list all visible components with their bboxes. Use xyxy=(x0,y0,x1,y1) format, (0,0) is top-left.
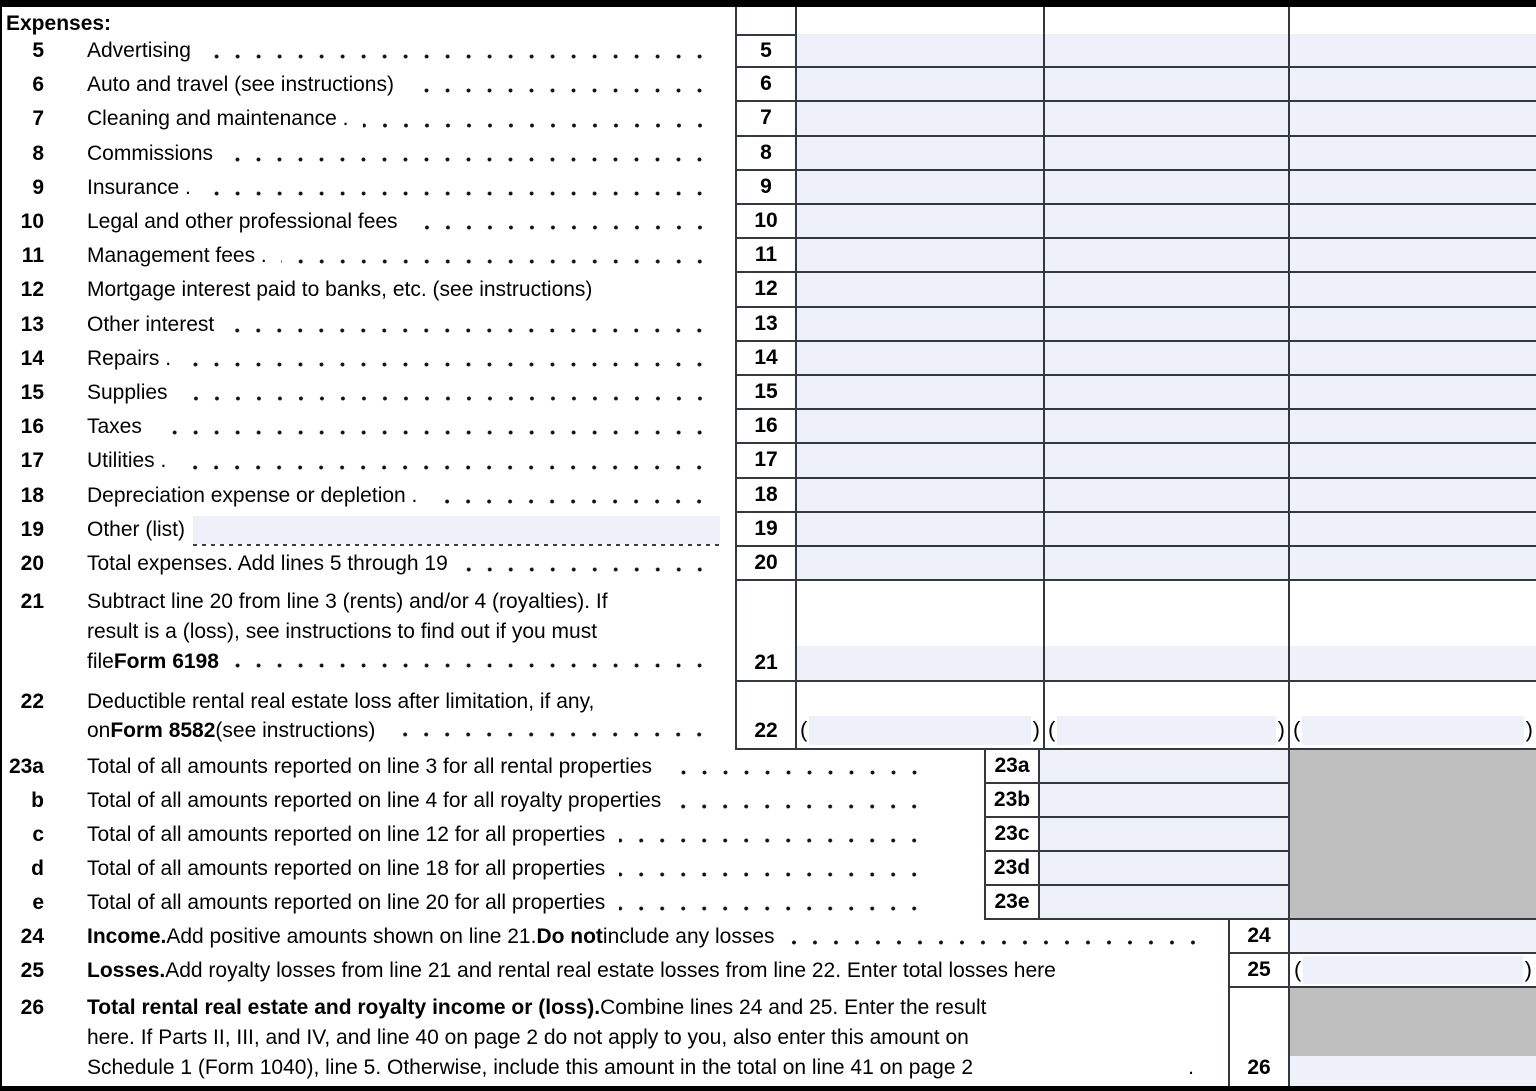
line12-property-b-input[interactable] xyxy=(1043,273,1288,307)
line-number: 19 xyxy=(20,517,44,541)
line-number: 15 xyxy=(20,381,44,405)
line-23a-row xyxy=(0,750,1536,784)
blocked-area xyxy=(1290,988,1536,1056)
form-6198-reference: Form 6198 xyxy=(113,650,219,673)
line23d-input[interactable] xyxy=(1040,852,1288,886)
row-label: Repairs . xyxy=(87,346,172,370)
dot-leader xyxy=(619,818,927,852)
expense-row-20 xyxy=(0,547,1536,581)
line23a-input[interactable] xyxy=(1040,750,1288,784)
line18-property-a-input[interactable] xyxy=(797,479,1043,513)
line26-total-input[interactable] xyxy=(1290,1056,1536,1086)
open-paren: ( xyxy=(1048,717,1056,742)
line19-other-list-input[interactable] xyxy=(193,516,720,544)
line11-property-b-input[interactable] xyxy=(1043,239,1288,273)
blocked-area xyxy=(1288,886,1536,920)
section-title: Expenses: xyxy=(6,12,112,35)
line-number-cell: 8 xyxy=(735,137,797,171)
line17-property-c-input[interactable] xyxy=(1288,444,1536,478)
line-number: 18 xyxy=(20,483,44,507)
dot-leader xyxy=(666,750,927,784)
line22-property-b-input[interactable] xyxy=(1057,716,1275,745)
line-number: 9 xyxy=(32,175,44,199)
line21-property-b-cell xyxy=(1043,581,1288,682)
dot-leader xyxy=(156,410,712,444)
line-number: 6 xyxy=(32,73,44,97)
line-number-cell: 19 xyxy=(735,513,797,547)
dot-leader xyxy=(281,239,712,273)
line-number: 21 xyxy=(20,590,44,613)
row-label: Taxes xyxy=(87,415,142,439)
dot-leader xyxy=(619,852,927,886)
dot-leader xyxy=(180,444,712,478)
line-number: e xyxy=(32,891,44,914)
line11-property-a-input[interactable] xyxy=(797,239,1043,273)
line-number: d xyxy=(31,857,44,880)
line-number-cell: 23c xyxy=(984,818,1040,852)
line17-property-b-input[interactable] xyxy=(1043,444,1288,478)
line9-property-c-input[interactable] xyxy=(1288,171,1536,205)
close-paren: ) xyxy=(1524,957,1532,982)
line-number: c xyxy=(32,823,44,846)
line14-property-b-input[interactable] xyxy=(1043,342,1288,376)
line-number-cell: 23e xyxy=(984,886,1040,920)
expense-row-12 xyxy=(0,273,1536,307)
expense-row-5 xyxy=(0,34,1536,68)
line18-property-b-input[interactable] xyxy=(1043,479,1288,513)
line22-property-a-input[interactable] xyxy=(809,716,1030,745)
line15-property-a-input[interactable] xyxy=(797,376,1043,410)
dot-leader xyxy=(431,479,712,513)
line-number-cell: 26 xyxy=(1228,988,1290,1086)
line8-property-c-input[interactable] xyxy=(1288,137,1536,171)
line-number-cell: 21 xyxy=(735,581,797,682)
line-number-cell: 6 xyxy=(735,68,797,102)
line-number-cell: 9 xyxy=(735,171,797,205)
line9-property-b-input[interactable] xyxy=(1043,171,1288,205)
blocked-area xyxy=(1288,818,1536,852)
line15-property-b-input[interactable] xyxy=(1043,376,1288,410)
line-number-cell: 13 xyxy=(735,308,797,342)
row-label: Total of all amounts reported on line 4 for all royalty properties xyxy=(87,789,662,812)
expense-row-8 xyxy=(0,137,1536,171)
line6-property-a-input[interactable] xyxy=(797,68,1043,102)
line22-property-c-cell xyxy=(1288,682,1536,750)
expense-row-11 xyxy=(0,239,1536,273)
close-paren: ) xyxy=(1277,717,1285,742)
dot-leader xyxy=(408,68,712,102)
line-24-row: 24 Income. Add positive amounts shown on line 21. Do not include any losses 24 xyxy=(0,920,1536,954)
line21-property-c-cell xyxy=(1288,581,1536,682)
row-label: Commissions xyxy=(87,141,214,165)
header-line-number-cell xyxy=(735,7,797,34)
line-number: 23a xyxy=(8,755,44,778)
expense-row-14 xyxy=(0,342,1536,376)
line-number-cell: 25 xyxy=(1228,954,1290,988)
row-label: Total of all amounts reported on line 3 for all rental properties xyxy=(87,755,652,778)
expense-row-7 xyxy=(0,102,1536,136)
line22-property-a-cell xyxy=(797,682,1043,750)
line15-property-c-input[interactable] xyxy=(1288,376,1536,410)
row-label: Management fees . xyxy=(87,244,267,268)
line-23c-row xyxy=(0,818,1536,852)
open-paren: ( xyxy=(1293,717,1301,742)
line8-property-b-input[interactable] xyxy=(1043,137,1288,171)
line-number: 17 xyxy=(20,449,44,473)
expense-row-17 xyxy=(0,444,1536,478)
row-label: Total of all amounts reported on line 18 for all properties xyxy=(87,857,606,880)
line10-property-c-input[interactable] xyxy=(1288,205,1536,239)
line-number: 7 xyxy=(32,107,44,131)
line5-property-a-input[interactable] xyxy=(797,34,1043,68)
line9-property-a-input[interactable] xyxy=(797,171,1043,205)
blocked-area xyxy=(1288,784,1536,818)
line14-property-c-input[interactable] xyxy=(1288,342,1536,376)
line11-property-c-input[interactable] xyxy=(1288,239,1536,273)
dot-leader xyxy=(233,647,712,677)
row-label: Other (list) xyxy=(87,517,186,541)
line-number: 22 xyxy=(20,690,44,713)
line13-property-a-input[interactable] xyxy=(797,308,1043,342)
line-23b-row xyxy=(0,784,1536,818)
line-number-cell: 14 xyxy=(735,342,797,376)
trailing-dot: . xyxy=(1188,1056,1194,1079)
line-number: 14 xyxy=(20,346,44,370)
line-number-cell: 7 xyxy=(735,102,797,136)
row-label: Cleaning and maintenance . xyxy=(87,107,349,131)
row-label: Depreciation expense or depletion . xyxy=(87,483,418,507)
dot-leader xyxy=(789,920,1205,954)
expense-row-16 xyxy=(0,410,1536,444)
dot-leader xyxy=(205,171,712,205)
line-number: 26 xyxy=(20,996,44,1019)
line-23d-row xyxy=(0,852,1536,886)
line12-property-c-input[interactable] xyxy=(1288,273,1536,307)
line-number-cell: 23d xyxy=(984,852,1040,886)
line-number: 20 xyxy=(20,552,44,576)
line21-property-b-input[interactable] xyxy=(1045,646,1288,680)
dot-leader xyxy=(462,547,712,581)
line20-property-b-input[interactable] xyxy=(1043,547,1288,581)
line18-property-c-input[interactable] xyxy=(1288,479,1536,513)
line-25-row: 25 Losses. Add royalty losses from line 21 and rental real estate losses from line 22. Enter total losses here 25 ( ) xyxy=(0,954,1536,988)
line21-property-c-input[interactable] xyxy=(1290,646,1536,680)
line16-property-b-input[interactable] xyxy=(1043,410,1288,444)
line7-property-c-input[interactable] xyxy=(1288,102,1536,136)
line25-losses-input[interactable] xyxy=(1303,956,1522,984)
line10-property-b-input[interactable] xyxy=(1043,205,1288,239)
line25-losses-cell xyxy=(1290,954,1536,988)
dot-leader xyxy=(228,308,712,342)
line-number-cell: 22 xyxy=(735,682,797,750)
line-number-cell: 15 xyxy=(735,376,797,410)
column-header-strip xyxy=(0,7,1536,34)
expense-row-15 xyxy=(0,376,1536,410)
line16-property-c-input[interactable] xyxy=(1288,410,1536,444)
line7-property-a-input[interactable] xyxy=(797,102,1043,136)
open-paren: ( xyxy=(1294,957,1302,982)
line-number: 11 xyxy=(21,244,44,268)
expense-row-10 xyxy=(0,205,1536,239)
dot-leader xyxy=(185,342,712,376)
line20-property-c-input[interactable] xyxy=(1288,547,1536,581)
dot-leader xyxy=(227,137,712,171)
close-paren: ) xyxy=(1525,717,1533,742)
line-number-cell: 16 xyxy=(735,410,797,444)
row-label: Total of all amounts reported on line 12 for all properties xyxy=(87,823,606,846)
expense-row-18 xyxy=(0,479,1536,513)
line-number-cell: 23a xyxy=(984,750,1040,784)
line12-property-a-input[interactable] xyxy=(797,273,1043,307)
line19-property-b-input[interactable] xyxy=(1043,513,1288,547)
expense-row-13 xyxy=(0,308,1536,342)
line-number-cell: 20 xyxy=(735,547,797,581)
table-bottom-border xyxy=(0,1086,1536,1091)
header-property-c-cell xyxy=(1288,7,1536,34)
row-label: Advertising xyxy=(87,39,191,63)
row-label: Utilities . xyxy=(87,449,167,473)
line-number-cell: 24 xyxy=(1228,920,1290,954)
line8-property-a-input[interactable] xyxy=(797,137,1043,171)
dot-leader xyxy=(389,716,712,746)
expense-row-9 xyxy=(0,171,1536,205)
row-label: Mortgage interest paid to banks, etc. (see instructions) xyxy=(87,278,593,302)
dot-leader xyxy=(675,784,927,818)
line-number-cell: 11 xyxy=(735,239,797,273)
row-label: Auto and travel (see instructions) xyxy=(87,73,394,97)
expense-row-6 xyxy=(0,68,1536,102)
line26-description: Total rental real estate and royalty income or (loss). Combine lines 24 and 25. Enter the result here. If Parts II, III, and IV, and line 40 on page 2 do not apply to you, also enter this amount on Schedule 1 (Form 1040), line 5. Otherwise, include this amount in the total on line 41 on page 2 . xyxy=(44,993,1216,1083)
row-label: Legal and other professional fees xyxy=(87,210,398,234)
line-number: 24 xyxy=(20,925,44,948)
line22-property-c-input[interactable] xyxy=(1302,716,1523,745)
line5-property-b-input[interactable] xyxy=(1043,34,1288,68)
row-label: Insurance . xyxy=(87,175,191,199)
line24-income-input[interactable] xyxy=(1290,920,1536,954)
header-property-b-cell xyxy=(1043,7,1288,34)
row-label: Other interest xyxy=(87,312,215,336)
line23e-input[interactable] xyxy=(1040,886,1288,920)
line10-property-a-input[interactable] xyxy=(797,205,1043,239)
line21-property-a-input[interactable] xyxy=(797,646,1043,680)
line-number: 13 xyxy=(20,312,44,336)
dot-leader xyxy=(412,205,712,239)
line14-property-a-input[interactable] xyxy=(797,342,1043,376)
line16-property-a-input[interactable] xyxy=(797,410,1043,444)
dot-leader xyxy=(363,102,712,136)
line19-property-a-input[interactable] xyxy=(797,513,1043,547)
line-23e-row xyxy=(0,886,1536,920)
line6-property-c-input[interactable] xyxy=(1288,68,1536,102)
line23c-input[interactable] xyxy=(1040,818,1288,852)
form-8582-reference: Form 8582 xyxy=(110,719,216,742)
line-number: 12 xyxy=(20,278,44,302)
line19-property-c-input[interactable] xyxy=(1288,513,1536,547)
line-number-cell: 10 xyxy=(735,205,797,239)
blocked-area xyxy=(1288,852,1536,886)
line-number-cell: 17 xyxy=(735,444,797,478)
line-number: 8 xyxy=(32,141,44,165)
blocked-area xyxy=(1288,750,1536,784)
row-label: Total of all amounts reported on line 20 for all properties xyxy=(87,891,606,914)
line-number: b xyxy=(31,789,44,812)
expense-row-19 xyxy=(0,513,1536,547)
line17-property-a-input[interactable] xyxy=(797,444,1043,478)
line22-description: Deductible rental real estate loss after limitation, if any, on Form 8582 (see instructions) xyxy=(44,687,720,746)
row-label: Total expenses. Add lines 5 through 19 xyxy=(87,552,448,576)
line21-description: Subtract line 20 from line 3 (rents) and/or 4 (royalties). If result is a (loss), see instructions to find out if you must file Form 6198 xyxy=(44,587,720,677)
line23b-input[interactable] xyxy=(1040,784,1288,818)
line6-property-b-input[interactable] xyxy=(1043,68,1288,102)
line-number-cell: 12 xyxy=(735,273,797,307)
line7-property-b-input[interactable] xyxy=(1043,102,1288,136)
line-number-cell: 5 xyxy=(735,34,797,68)
close-paren: ) xyxy=(1032,717,1040,742)
dot-leader xyxy=(182,376,712,410)
line-number: 16 xyxy=(20,415,44,439)
line20-property-a-input[interactable] xyxy=(797,547,1043,581)
line5-property-c-input[interactable] xyxy=(1288,34,1536,68)
open-paren: ( xyxy=(800,717,808,742)
row-label: Supplies xyxy=(87,381,168,405)
line-number: 5 xyxy=(32,39,44,63)
line-number: 25 xyxy=(20,959,44,982)
dot-leader xyxy=(205,34,712,68)
line-number-cell: 23b xyxy=(984,784,1040,818)
line21-property-a-cell xyxy=(797,581,1043,682)
line13-property-b-input[interactable] xyxy=(1043,308,1288,342)
line22-property-b-cell xyxy=(1043,682,1288,750)
dot-leader xyxy=(619,886,927,920)
line-number: 10 xyxy=(20,210,44,234)
table-top-border xyxy=(0,0,1536,7)
line-number-cell: 18 xyxy=(735,479,797,513)
line13-property-c-input[interactable] xyxy=(1288,308,1536,342)
header-property-a-cell xyxy=(797,7,1043,34)
